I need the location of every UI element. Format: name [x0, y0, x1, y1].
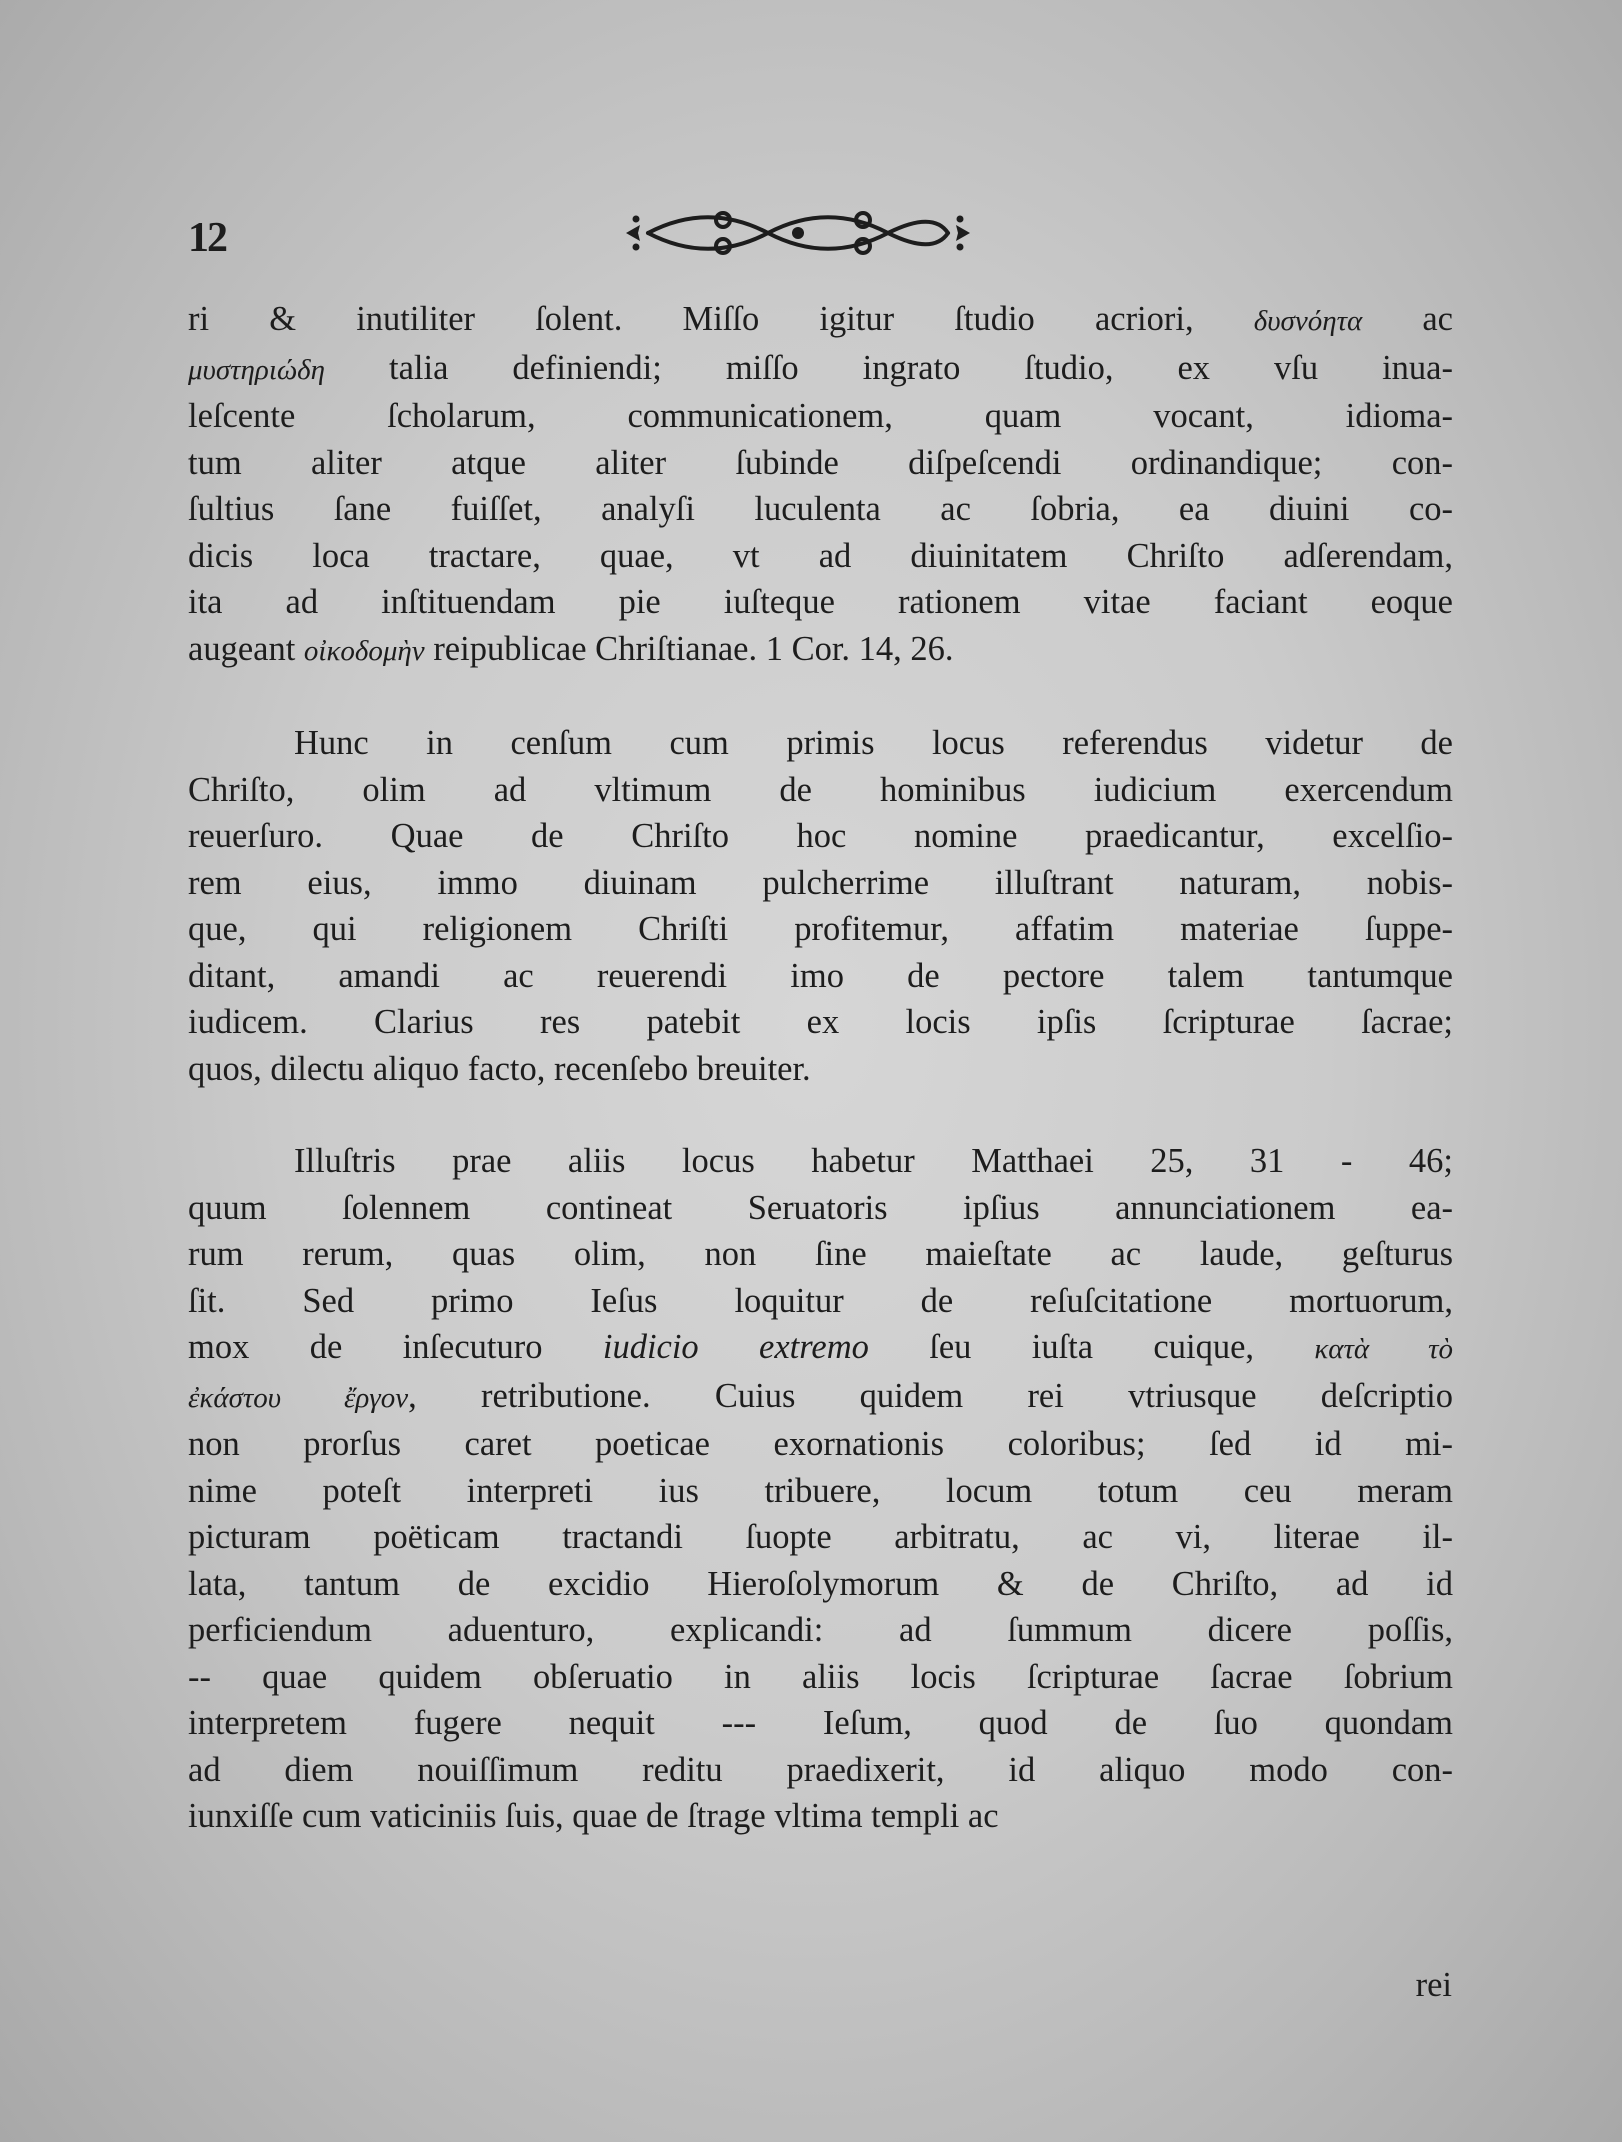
text-segment: augeant	[188, 629, 304, 668]
text-line	[188, 1607, 1453, 1654]
paragraph	[188, 1138, 1453, 1840]
text-segment: lata, tantum de excidio Hieroſolymorum & de Chriſto, ad id	[188, 1564, 1453, 1603]
decorative-ornament-icon	[618, 206, 978, 260]
text-line	[188, 1373, 1453, 1422]
text-segment: rum rerum, quas olim, non ſine maieſtate ac laude, geſturus	[188, 1235, 1453, 1273]
text-segment: que, qui religionem Chriſti profitemur, affatim materiae ſuppe-	[188, 910, 1453, 948]
text-line	[188, 440, 1453, 487]
text-segment: ſit. Sed primo Ieſus loquitur de reſuſcitatione mortuorum,	[188, 1281, 1453, 1320]
text-segment: tum aliter atque aliter ſubinde diſpeſcendi ordinandique; con-	[188, 443, 1453, 482]
text-line	[188, 1278, 1453, 1325]
text-line	[188, 860, 1453, 907]
text-line	[188, 1468, 1453, 1515]
text-line	[188, 579, 1453, 626]
greek-text: ἐκάστου ἔργον	[188, 1381, 409, 1414]
text-segment: non prorſus caret poeticae exornationis coloribus; ſed id mi-	[188, 1425, 1453, 1463]
text-segment: leſcente ſcholarum, communicationem, quam vocant, idioma-	[188, 397, 1453, 435]
text-line	[188, 1654, 1453, 1701]
text-line	[188, 1514, 1453, 1561]
page-header	[188, 206, 1458, 266]
text-segment: ri & inutiliter ſolent. Miſſo igitur ſtudio acriori,	[188, 300, 1254, 338]
text-line	[188, 393, 1453, 440]
text-segment: , retributione. Cuius quidem rei vtriusque deſcriptio	[408, 1376, 1453, 1415]
greek-text: μυστηριώδη	[188, 353, 326, 386]
text-line	[188, 1793, 1453, 1840]
text-segment: talia definiendi; miſſo ingrato ſtudio, ex vſu inua-	[325, 348, 1453, 387]
text-line	[188, 296, 1453, 345]
text-segment: Hunc in cenſum cum primis locus referendus videtur de	[294, 724, 1453, 762]
italic-text: iudicio extremo	[602, 1328, 869, 1366]
text-line	[188, 813, 1453, 860]
text-segment: ita ad inſtituendam pie iuſteque rationem vitae faciant eoque	[188, 583, 1453, 621]
text-line	[188, 1561, 1453, 1608]
text-line	[188, 1138, 1453, 1185]
greek-text: δυσνόητα	[1253, 305, 1363, 337]
text-segment: ditant, amandi ac reuerendi imo de pectore talem tantumque	[188, 956, 1453, 995]
text-segment: ad diem nouiſſimum reditu praedixerit, id aliquo modo con-	[188, 1750, 1453, 1789]
text-line	[188, 906, 1453, 953]
text-segment: Chriſto, olim ad vltimum de hominibus iudicium exercendum	[188, 770, 1453, 809]
text-line	[188, 1046, 1453, 1093]
text-line	[188, 767, 1453, 814]
text-segment: iudicem. Clarius res patebit ex locis ipſis ſcripturae ſacrae;	[188, 1003, 1453, 1041]
greek-text: οἰκοδομὴν	[303, 634, 425, 667]
paragraph	[188, 296, 1453, 674]
text-segment: ſultius ſane fuiſſet, analyſi luculenta ac ſobria, ea diuini co-	[188, 490, 1453, 528]
text-line	[188, 1185, 1453, 1232]
text-line	[188, 1747, 1453, 1794]
text-segment: dicis loca tractare, quae, vt ad diuinitatem Chriſto adſerendam,	[188, 536, 1453, 575]
text-line	[188, 626, 1453, 675]
page-number: 12	[188, 215, 226, 261]
page-text	[188, 296, 1453, 1840]
text-line	[188, 1231, 1453, 1278]
text-line	[188, 999, 1453, 1046]
text-line	[188, 953, 1453, 1000]
text-segment: rem eius, immo diuinam pulcherrime illuſtrant naturam, nobis-	[188, 863, 1453, 902]
text-segment: quos, dilectu aliquo facto, recenſebo breuiter.	[188, 1049, 811, 1088]
text-segment: picturam poëticam tractandi ſuopte arbitratu, ac vi, literae il-	[188, 1518, 1453, 1556]
text-segment: reuerſuro. Quae de Chriſto hoc nomine praedicantur, excelſio-	[188, 817, 1453, 855]
paragraph	[188, 720, 1453, 1092]
text-line	[188, 1700, 1453, 1747]
text-line	[188, 533, 1453, 580]
text-line	[188, 1324, 1453, 1373]
greek-text: κατὰ τὸ	[1314, 1333, 1453, 1365]
text-line	[188, 345, 1453, 394]
text-segment: iunxiſſe cum vaticiniis ſuis, quae de ſtrage vltima templi ac	[188, 1797, 999, 1835]
text-segment: Illuſtris prae aliis locus habetur Matthaei 25, 31 - 46;	[294, 1142, 1453, 1180]
text-segment: reipublicae Chriſtianae. 1 Cor. 14, 26.	[424, 629, 954, 668]
text-line	[188, 1421, 1453, 1468]
text-segment: interpretem fugere nequit --- Ieſum, quod de ſuo quondam	[188, 1704, 1453, 1742]
text-segment: -- quae quidem obſeruatio in aliis locis ſcripturae ſacrae ſobrium	[188, 1657, 1453, 1696]
text-segment: ac	[1362, 300, 1453, 338]
text-segment: mox de inſecuturo	[188, 1328, 603, 1366]
catchword: rei	[1415, 1966, 1452, 2004]
text-segment: perficiendum aduenturo, explicandi: ad ſummum dicere poſſis,	[188, 1611, 1453, 1649]
text-segment: ſeu iuſta cuique,	[868, 1328, 1315, 1366]
text-line	[188, 720, 1453, 767]
text-segment: quum ſolennem contineat Seruatoris ipſius annunciationem ea-	[188, 1188, 1453, 1227]
text-line	[188, 486, 1453, 533]
text-segment: nime poteſt interpreti ius tribuere, locum totum ceu meram	[188, 1471, 1453, 1510]
